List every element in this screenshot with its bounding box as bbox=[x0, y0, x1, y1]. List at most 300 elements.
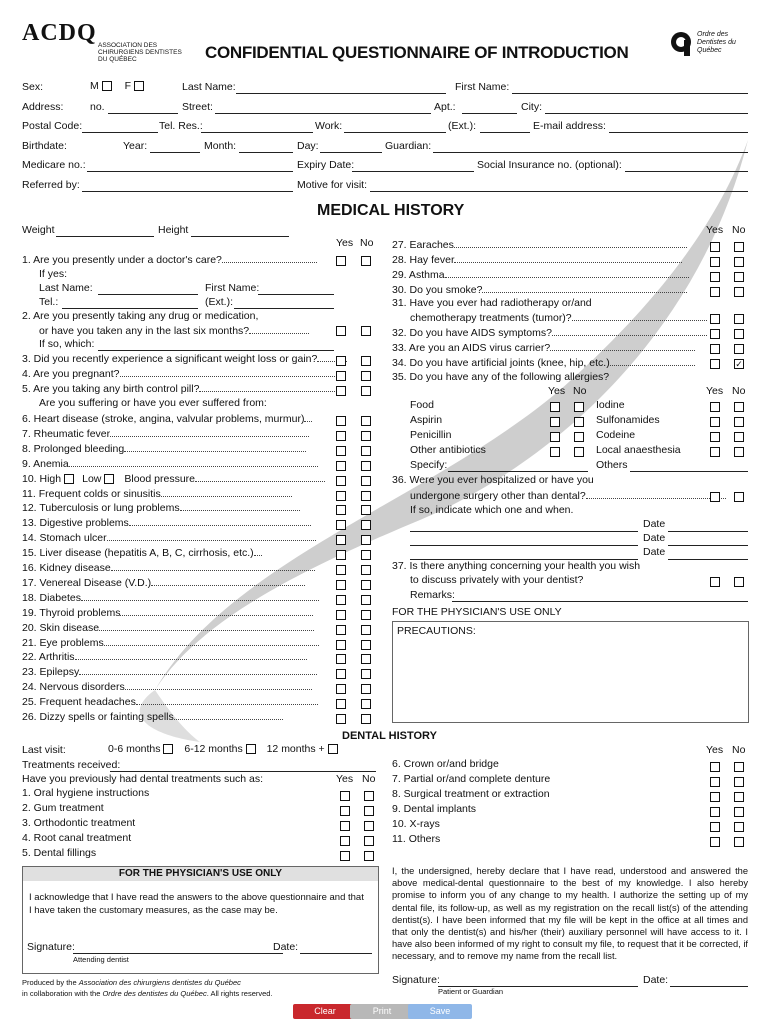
dental-left-5-no-checkbox[interactable] bbox=[364, 850, 374, 862]
q1-first-label: First Name: bbox=[205, 282, 260, 294]
med-left-8-leader bbox=[124, 442, 306, 452]
physician-dental-band: FOR THE PHYSICIAN'S USE ONLY bbox=[23, 867, 378, 881]
allergy-right-0-yes-checkbox[interactable] bbox=[710, 401, 720, 413]
q36-yes-checkbox[interactable] bbox=[710, 491, 720, 503]
med-left-23-no-checkbox[interactable] bbox=[361, 668, 371, 680]
footer-produced bbox=[22, 978, 241, 987]
dental-right-no-header: No bbox=[732, 744, 746, 756]
q36-line1: 36. Were you ever hospitalized or have you bbox=[392, 474, 594, 486]
med-left-18-row bbox=[22, 591, 319, 604]
physician-dental-box bbox=[22, 866, 379, 974]
med-left-18-yes-checkbox[interactable] bbox=[336, 594, 346, 606]
sin-field[interactable] bbox=[625, 162, 748, 172]
q10-leader bbox=[195, 472, 325, 482]
q10-bp-no-checkbox[interactable] bbox=[361, 475, 371, 487]
address-no-field[interactable] bbox=[108, 104, 178, 114]
q3-no-checkbox[interactable] bbox=[361, 355, 371, 367]
dental-right-11-no-checkbox[interactable] bbox=[734, 836, 744, 848]
q1-yes-checkbox[interactable] bbox=[336, 255, 346, 267]
physician-date-label: Date: bbox=[273, 941, 299, 953]
med-left-8-text: 8. Prolonged bleeding bbox=[22, 443, 125, 455]
med-left-7-yes-checkbox[interactable] bbox=[336, 430, 346, 442]
q36-hosp-line3[interactable] bbox=[410, 550, 638, 560]
q36-hosp-line2[interactable] bbox=[410, 536, 638, 546]
expiry-field[interactable] bbox=[352, 162, 474, 172]
dental-right-8-row bbox=[392, 788, 550, 800]
med-left-18-no-checkbox[interactable] bbox=[361, 594, 371, 606]
q1-tel-field[interactable] bbox=[62, 299, 198, 309]
med-left-6-yes-checkbox[interactable] bbox=[336, 415, 346, 427]
q36-date1-field[interactable] bbox=[668, 522, 748, 532]
med-left-20-yes-checkbox[interactable] bbox=[336, 624, 346, 636]
ext-field[interactable] bbox=[480, 123, 530, 133]
left-no-header: No bbox=[360, 237, 374, 249]
dental-right-8-no-checkbox[interactable] bbox=[734, 791, 744, 803]
dental-left-5-text: 5. Dental fillings bbox=[22, 847, 97, 859]
med-left-16-yes-checkbox[interactable] bbox=[336, 564, 346, 576]
med-left-15-no-checkbox[interactable] bbox=[361, 549, 371, 561]
q31-line2 bbox=[410, 311, 707, 324]
attending-dentist-label: Attending dentist bbox=[73, 955, 129, 964]
med-left-20-no-checkbox[interactable] bbox=[361, 624, 371, 636]
med-right-30-leader bbox=[482, 283, 687, 293]
med-left-6-text: 6. Heart disease (stroke, angina, valvular problems, murmur) bbox=[22, 413, 305, 425]
q35-row: 35. Do you have any of the following allergies? bbox=[392, 371, 610, 383]
q3-row bbox=[22, 352, 347, 365]
med-left-19-text: 19. Thyroid problems bbox=[22, 607, 121, 619]
allergy-left-1-no-checkbox[interactable] bbox=[574, 416, 584, 428]
med-left-13-row bbox=[22, 516, 311, 529]
dental-right-8-yes-checkbox[interactable] bbox=[710, 791, 720, 803]
dental-left-2-yes-checkbox[interactable] bbox=[340, 805, 350, 817]
motive-field[interactable] bbox=[370, 182, 748, 192]
others-label: Others bbox=[596, 459, 628, 471]
med-left-23-text: 23. Epilepsy bbox=[22, 666, 80, 678]
assoc-line-1: ASSOCIATION DES bbox=[98, 42, 158, 49]
dental-left-3-no-checkbox[interactable] bbox=[364, 820, 374, 832]
ordre-logo-icon bbox=[668, 30, 694, 56]
q31-no-checkbox[interactable] bbox=[734, 313, 744, 325]
med-right-28-leader bbox=[454, 253, 681, 263]
med-right-28-text: 28. Hay fever bbox=[392, 254, 455, 266]
med-left-13-yes-checkbox[interactable] bbox=[336, 519, 346, 531]
med-left-23-yes-checkbox[interactable] bbox=[336, 668, 346, 680]
apt-field[interactable] bbox=[462, 104, 517, 114]
dental-right-9-yes-checkbox[interactable] bbox=[710, 806, 720, 818]
q36-line2 bbox=[410, 489, 726, 502]
assoc-line-2: CHIRURGIENS DENTISTES bbox=[98, 49, 182, 56]
q32-no-checkbox[interactable] bbox=[734, 328, 744, 340]
remarks-field[interactable] bbox=[452, 592, 748, 602]
med-left-21-yes-checkbox[interactable] bbox=[336, 639, 346, 651]
q31-text: chemotherapy treatments (tumor)? bbox=[410, 312, 572, 324]
clear-button[interactable]: Clear bbox=[293, 1004, 357, 1019]
last-visit-options bbox=[108, 743, 338, 755]
med-left-16-leader bbox=[111, 561, 315, 571]
ext-label: (Ext.): bbox=[448, 120, 476, 132]
q5-yes-checkbox[interactable] bbox=[336, 385, 346, 397]
q2-yes-checkbox[interactable] bbox=[336, 325, 346, 337]
med-left-7-row bbox=[22, 427, 309, 440]
sex-m-option bbox=[90, 80, 144, 92]
height-field[interactable] bbox=[191, 227, 289, 237]
med-left-21-leader bbox=[104, 636, 319, 646]
last-visit-12-checkbox[interactable] bbox=[328, 744, 338, 754]
q3-text: 3. Did you recently experience a significant weight loss or gain? bbox=[22, 353, 318, 365]
allergy-left-0-yes-checkbox[interactable] bbox=[550, 401, 560, 413]
allergy-left-0-no-checkbox[interactable] bbox=[574, 401, 584, 413]
q10-high-checkbox[interactable] bbox=[64, 474, 74, 484]
precautions-label: PRECAUTIONS: bbox=[397, 625, 476, 637]
dental-left-1-text: 1. Oral hygiene instructions bbox=[22, 787, 150, 799]
dental-left-3-text: 3. Orthodontic treatment bbox=[22, 817, 136, 829]
q1-no-checkbox[interactable] bbox=[361, 255, 371, 267]
tel-res-label: Tel. Res.: bbox=[159, 120, 203, 132]
footer-produced-prefix: Produced by the bbox=[22, 978, 79, 987]
med-left-12-yes-checkbox[interactable] bbox=[336, 504, 346, 516]
allergy-right-2-no-checkbox[interactable] bbox=[734, 431, 744, 443]
allergy-left-3-yes-checkbox[interactable] bbox=[550, 446, 560, 458]
ordre-name bbox=[697, 31, 736, 55]
year-label: Year: bbox=[123, 140, 148, 152]
allergy-right-0-no-checkbox[interactable] bbox=[734, 401, 744, 413]
postal-code-field[interactable] bbox=[82, 123, 158, 133]
dental-right-7-row bbox=[392, 773, 550, 785]
weight-field[interactable] bbox=[56, 227, 154, 237]
dental-right-6-no-checkbox[interactable] bbox=[734, 761, 744, 773]
q4-no-checkbox[interactable] bbox=[361, 370, 371, 382]
sin-label: Social Insurance no. (optional): bbox=[477, 159, 622, 171]
physician-date-field[interactable] bbox=[300, 944, 372, 954]
med-left-26-no-checkbox[interactable] bbox=[361, 713, 371, 725]
med-left-23-leader bbox=[79, 665, 317, 675]
dental-left-1-no-checkbox[interactable] bbox=[364, 790, 374, 802]
physician-signature-field[interactable] bbox=[73, 944, 283, 954]
med-right-30-text: 30. Do you smoke? bbox=[392, 284, 483, 296]
q5-text: 5. Are you taking any birth control pill? bbox=[22, 383, 200, 395]
allergy-left-3-no-checkbox[interactable] bbox=[574, 446, 584, 458]
last-visit-6-12-label: 6-12 months bbox=[184, 743, 243, 755]
med-left-9-text: 9. Anemia bbox=[22, 458, 69, 470]
birthdate-label: Birthdate: bbox=[22, 140, 67, 152]
declaration-text: I, the undersigned, hereby declare that I have read, understood and answered the above medical-dental questionnaire to the best of my knowledge. I also hereby promise to inform you of any change to my health. I authorize the setting up of my dental file, its follow-up, as well as my registration on the recall list(s) of the attending dentist(s). I have been informed that my file will be kept in the office at all times and that only the dentist(s) and his/her (their) auxiliary personnel will have access to it. I have also been informed of my right to consult my file, to request that it be corrected, if necessary, and to remove my name from the recall list. bbox=[392, 866, 748, 962]
first-name-field[interactable] bbox=[512, 84, 748, 94]
med-left-13-leader bbox=[129, 516, 311, 526]
dental-left-4-no-checkbox[interactable] bbox=[364, 835, 374, 847]
med-left-18-text: 18. Diabetes bbox=[22, 592, 81, 604]
med-left-22-row bbox=[22, 650, 307, 663]
address-label: Address: bbox=[22, 101, 64, 113]
last-visit-label: Last visit: bbox=[22, 744, 66, 756]
sex-label: Sex: bbox=[22, 81, 44, 93]
specify-field[interactable] bbox=[448, 462, 588, 472]
med-left-26-yes-checkbox[interactable] bbox=[336, 713, 346, 725]
med-left-19-no-checkbox[interactable] bbox=[361, 609, 371, 621]
med-left-9-no-checkbox[interactable] bbox=[361, 460, 371, 472]
month-field[interactable] bbox=[239, 143, 293, 153]
med-left-26-leader bbox=[174, 710, 283, 720]
q4-yes-checkbox[interactable] bbox=[336, 370, 346, 382]
med-left-16-no-checkbox[interactable] bbox=[361, 564, 371, 576]
right-yes-header: Yes bbox=[706, 224, 724, 236]
q36-date1-label: Date bbox=[643, 518, 666, 530]
med-right-30-yes-checkbox[interactable] bbox=[710, 286, 720, 298]
med-right-27-leader bbox=[454, 238, 687, 248]
dental-left-5-row bbox=[22, 847, 96, 859]
med-right-27-no-checkbox[interactable] bbox=[734, 241, 744, 253]
street-field[interactable] bbox=[215, 104, 431, 114]
q36-date2-field[interactable] bbox=[668, 536, 748, 546]
dental-right-10-yes-checkbox[interactable] bbox=[710, 821, 720, 833]
med-left-24-no-checkbox[interactable] bbox=[361, 683, 371, 695]
q37-no-checkbox[interactable] bbox=[734, 576, 744, 588]
dental-right-9-row bbox=[392, 803, 476, 815]
q1-first-field[interactable] bbox=[258, 285, 334, 295]
dental-right-6-yes-checkbox[interactable] bbox=[710, 761, 720, 773]
med-left-20-leader bbox=[99, 621, 314, 631]
q34-no-checkbox[interactable] bbox=[734, 358, 744, 370]
med-left-23-row bbox=[22, 665, 317, 678]
dental-left-1-yes-checkbox[interactable] bbox=[340, 790, 350, 802]
med-left-20-row bbox=[22, 621, 314, 634]
allergy-right-3-yes-checkbox[interactable] bbox=[710, 446, 720, 458]
q2-text: or have you taken any in the last six months? bbox=[39, 325, 250, 337]
ordre-line-1: Ordre des bbox=[697, 31, 729, 38]
q32-row bbox=[392, 326, 707, 339]
med-left-16-text: 16. Kidney disease bbox=[22, 562, 111, 574]
med-left-6-no-checkbox[interactable] bbox=[361, 415, 371, 427]
precautions-box[interactable] bbox=[392, 621, 749, 723]
med-left-24-leader bbox=[125, 680, 312, 690]
dental-right-11-text: 11. Others bbox=[392, 833, 441, 845]
save-button[interactable]: Save bbox=[408, 1004, 472, 1019]
med-left-17-yes-checkbox[interactable] bbox=[336, 579, 346, 591]
allergy-left-1-yes-checkbox[interactable] bbox=[550, 416, 560, 428]
q32-yes-checkbox[interactable] bbox=[710, 328, 720, 340]
dental-right-11-yes-checkbox[interactable] bbox=[710, 836, 720, 848]
patient-signature-field[interactable] bbox=[438, 977, 638, 987]
allergy-right-3-no-checkbox[interactable] bbox=[734, 446, 744, 458]
med-left-11-yes-checkbox[interactable] bbox=[336, 490, 346, 502]
q2-line2 bbox=[39, 324, 309, 337]
q36-hosp-line1[interactable] bbox=[410, 522, 638, 532]
med-left-25-yes-checkbox[interactable] bbox=[336, 698, 346, 710]
ack-text: I acknowledge that I have read the answers to the above questionnaire and that I have taken the customary measures, as the case may be. bbox=[29, 892, 364, 916]
med-left-12-no-checkbox[interactable] bbox=[361, 504, 371, 516]
q1-ext-label: (Ext.): bbox=[205, 296, 233, 308]
work-field[interactable] bbox=[344, 123, 446, 133]
phys-only-medical-label: FOR THE PHYSICIAN'S USE ONLY bbox=[392, 606, 562, 618]
dental-left-4-yes-checkbox[interactable] bbox=[340, 835, 350, 847]
sex-m-checkbox[interactable] bbox=[102, 81, 112, 91]
allergy-right-no-header: No bbox=[732, 385, 746, 397]
med-right-28-no-checkbox[interactable] bbox=[734, 256, 744, 268]
med-left-13-no-checkbox[interactable] bbox=[361, 519, 371, 531]
med-left-22-leader bbox=[75, 650, 307, 660]
q31-line1: 31. Have you ever had radiotherapy or/and bbox=[392, 297, 592, 309]
med-left-8-row bbox=[22, 442, 306, 455]
q10-high-label: 10. High bbox=[22, 473, 62, 485]
q34-yes-checkbox[interactable] bbox=[710, 358, 720, 370]
allergy-left-2-no-checkbox[interactable] bbox=[574, 431, 584, 443]
q36-no-checkbox[interactable] bbox=[734, 491, 744, 503]
dental-right-7-no-checkbox[interactable] bbox=[734, 776, 744, 788]
med-left-22-yes-checkbox[interactable] bbox=[336, 653, 346, 665]
dental-right-9-text: 9. Dental implants bbox=[392, 803, 477, 815]
medical-history-title: MEDICAL HISTORY bbox=[317, 202, 465, 219]
q37-line2: to discuss privately with your dentist? bbox=[410, 574, 584, 586]
q3-yes-checkbox[interactable] bbox=[336, 355, 346, 367]
acdq-logo bbox=[22, 20, 97, 47]
q2-which-field[interactable] bbox=[98, 341, 334, 351]
q10-low-checkbox[interactable] bbox=[104, 474, 114, 484]
specify-label: Specify: bbox=[410, 459, 448, 471]
dental-left-3-yes-checkbox[interactable] bbox=[340, 820, 350, 832]
treatments-field[interactable] bbox=[110, 762, 376, 772]
med-left-24-text: 24. Nervous disorders bbox=[22, 681, 125, 693]
med-right-29-row bbox=[392, 268, 689, 281]
patient-or-guardian-label: Patient or Guardian bbox=[438, 987, 504, 996]
q2-line1: 2. Are you presently taking any drug or medication, bbox=[22, 310, 259, 322]
q10-bp-yes-checkbox[interactable] bbox=[336, 475, 346, 487]
dental-right-10-row bbox=[392, 818, 440, 830]
allergy-right-1-no-checkbox[interactable] bbox=[734, 416, 744, 428]
allergy-right-0-label: Iodine bbox=[596, 399, 625, 411]
footer-produced-org: Association des chirurgiens dentistes du Québec bbox=[78, 978, 241, 987]
med-left-15-yes-checkbox[interactable] bbox=[336, 549, 346, 561]
med-left-24-row bbox=[22, 680, 312, 693]
motive-label: Motive for visit: bbox=[297, 179, 368, 191]
others-field[interactable] bbox=[630, 462, 748, 472]
allergy-left-yes-header: Yes bbox=[548, 385, 566, 397]
med-right-29-yes-checkbox[interactable] bbox=[710, 271, 720, 283]
address-no-label: no. bbox=[90, 101, 105, 113]
allergy-left-3-label: Other antibiotics bbox=[410, 444, 486, 456]
med-right-27-yes-checkbox[interactable] bbox=[710, 241, 720, 253]
med-left-22-no-checkbox[interactable] bbox=[361, 653, 371, 665]
q31-yes-checkbox[interactable] bbox=[710, 313, 720, 325]
q2-which-label: If so, which: bbox=[39, 338, 95, 350]
q37-yes-checkbox[interactable] bbox=[710, 576, 720, 588]
med-left-14-no-checkbox[interactable] bbox=[361, 534, 371, 546]
med-left-14-yes-checkbox[interactable] bbox=[336, 534, 346, 546]
med-right-27-row bbox=[392, 238, 687, 251]
q1-text: 1. Are you presently under a doctor's care? bbox=[22, 254, 222, 266]
dental-left-5-yes-checkbox[interactable] bbox=[340, 850, 350, 862]
med-right-29-no-checkbox[interactable] bbox=[734, 271, 744, 283]
email-field[interactable] bbox=[609, 123, 748, 133]
q5-row bbox=[22, 382, 339, 395]
med-left-9-leader bbox=[69, 457, 318, 467]
guardian-field[interactable] bbox=[433, 143, 748, 153]
med-right-28-yes-checkbox[interactable] bbox=[710, 256, 720, 268]
med-left-12-text: 12. Tuberculosis or lung problems bbox=[22, 502, 180, 514]
q36-date3-field[interactable] bbox=[668, 550, 748, 560]
ordre-line-3: Québec bbox=[697, 47, 722, 54]
q33-no-checkbox[interactable] bbox=[734, 343, 744, 355]
dental-left-2-no-checkbox[interactable] bbox=[364, 805, 374, 817]
med-right-30-no-checkbox[interactable] bbox=[734, 286, 744, 298]
remarks-label: Remarks: bbox=[410, 589, 455, 601]
dental-left-2-row bbox=[22, 802, 104, 814]
email-label: E-mail address: bbox=[533, 120, 606, 132]
med-left-9-yes-checkbox[interactable] bbox=[336, 460, 346, 472]
dental-right-10-no-checkbox[interactable] bbox=[734, 821, 744, 833]
med-left-26-text: 26. Dizzy spells or fainting spells bbox=[22, 711, 174, 723]
med-left-14-text: 14. Stomach ulcer bbox=[22, 532, 107, 544]
med-left-25-row bbox=[22, 695, 318, 708]
city-field[interactable] bbox=[545, 104, 748, 114]
med-left-11-leader bbox=[161, 487, 292, 497]
med-left-7-no-checkbox[interactable] bbox=[361, 430, 371, 442]
med-left-19-row bbox=[22, 606, 313, 619]
med-left-17-no-checkbox[interactable] bbox=[361, 579, 371, 591]
sex-f-checkbox[interactable] bbox=[134, 81, 144, 91]
med-left-8-no-checkbox[interactable] bbox=[361, 445, 371, 457]
med-left-26-row bbox=[22, 710, 283, 723]
med-left-11-row bbox=[22, 487, 292, 500]
height-label: Height bbox=[158, 224, 189, 236]
med-left-15-leader bbox=[254, 546, 262, 556]
patient-date-field[interactable] bbox=[670, 977, 748, 987]
allergy-right-1-yes-checkbox[interactable] bbox=[710, 416, 720, 428]
q5-no-checkbox[interactable] bbox=[361, 385, 371, 397]
q33-row bbox=[392, 341, 695, 354]
referred-by-field[interactable] bbox=[82, 182, 293, 192]
med-left-25-no-checkbox[interactable] bbox=[361, 698, 371, 710]
tel-res-field[interactable] bbox=[201, 123, 313, 133]
q10-row bbox=[22, 472, 325, 485]
med-left-19-yes-checkbox[interactable] bbox=[336, 609, 346, 621]
allergy-left-2-yes-checkbox[interactable] bbox=[550, 431, 560, 443]
med-right-27-text: 27. Earaches bbox=[392, 239, 454, 251]
page-title: CONFIDENTIAL QUESTIONNAIRE OF INTRODUCTION bbox=[205, 43, 629, 62]
last-visit-0-6-checkbox[interactable] bbox=[163, 744, 173, 754]
q1-ext-field[interactable] bbox=[234, 299, 334, 309]
dental-right-8-text: 8. Surgical treatment or extraction bbox=[392, 788, 550, 800]
dental-right-7-yes-checkbox[interactable] bbox=[710, 776, 720, 788]
print-button[interactable]: Print bbox=[350, 1004, 414, 1019]
med-left-21-text: 21. Eye problems bbox=[22, 637, 104, 649]
year-field[interactable] bbox=[150, 143, 200, 153]
allergy-left-no-header: No bbox=[573, 385, 587, 397]
allergy-right-yes-header: Yes bbox=[706, 385, 724, 397]
q1-last-field[interactable] bbox=[98, 285, 198, 295]
q33-yes-checkbox[interactable] bbox=[710, 343, 720, 355]
q2-no-checkbox[interactable] bbox=[361, 325, 371, 337]
footer-collab bbox=[22, 989, 273, 998]
q1-last-label: Last Name: bbox=[39, 282, 93, 294]
patient-date-label: Date: bbox=[643, 974, 669, 986]
med-left-11-no-checkbox[interactable] bbox=[361, 490, 371, 502]
dental-left-4-text: 4. Root canal treatment bbox=[22, 832, 132, 844]
q4-row bbox=[22, 367, 335, 380]
dental-right-10-text: 10. X-rays bbox=[392, 818, 440, 830]
dental-right-9-no-checkbox[interactable] bbox=[734, 806, 744, 818]
med-left-25-text: 25. Frequent headaches bbox=[22, 696, 136, 708]
medicare-field[interactable] bbox=[87, 162, 293, 172]
med-left-24-yes-checkbox[interactable] bbox=[336, 683, 346, 695]
last-visit-0-6-label: 0-6 months bbox=[108, 743, 161, 755]
q4-text: 4. Are you pregnant? bbox=[22, 368, 120, 380]
day-field[interactable] bbox=[320, 143, 382, 153]
med-left-8-yes-checkbox[interactable] bbox=[336, 445, 346, 457]
allergy-right-2-yes-checkbox[interactable] bbox=[710, 431, 720, 443]
last-name-field[interactable] bbox=[236, 84, 446, 94]
last-visit-6-12-checkbox[interactable] bbox=[246, 744, 256, 754]
med-left-21-no-checkbox[interactable] bbox=[361, 639, 371, 651]
dental-history-title: DENTAL HISTORY bbox=[342, 730, 437, 742]
